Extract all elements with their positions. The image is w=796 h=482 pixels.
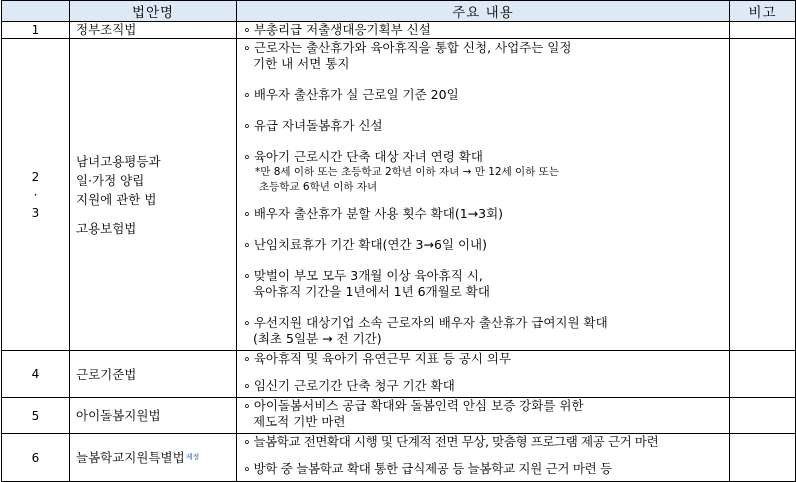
law-name-line: 일·가정 양립	[76, 172, 145, 188]
content-item	[243, 398, 725, 430]
law-name	[70, 39, 237, 351]
content-line: 제도적 기반 마련	[253, 414, 346, 429]
row-number-part: 3	[31, 205, 40, 220]
law-name-line: 지원에 관한 법	[76, 191, 157, 207]
content-item	[243, 206, 725, 222]
remarks-cell	[730, 351, 796, 398]
content-item	[243, 461, 725, 477]
content-cell	[237, 351, 730, 398]
content-line: ∘ 육아휴직 및 육아기 유연근무 지표 등 공시 의무	[243, 351, 725, 367]
row-number	[2, 39, 70, 351]
content-line: ∘ 근로자는 출산휴가와 육아휴직을 통합 신청, 사업주는 일정	[243, 40, 725, 56]
content-item	[243, 237, 725, 253]
content-line: ∘ 늘봄학교 전면확대 시행 및 단계적 전면 무상, 맞춤형 프로그램 제공 근거 마련	[243, 434, 725, 450]
content-item	[243, 268, 725, 300]
table-row	[2, 351, 796, 398]
remarks-cell	[730, 434, 796, 482]
row-number-part: 2	[31, 169, 40, 184]
enactment-mark: 제정	[185, 453, 200, 461]
content-cell	[237, 39, 730, 351]
remarks-cell	[730, 22, 796, 39]
content-item	[243, 378, 725, 394]
remarks-cell	[730, 398, 796, 434]
content-item	[243, 118, 725, 134]
law-name	[70, 434, 237, 482]
law-name	[70, 398, 237, 434]
content-item	[243, 40, 725, 72]
law-name-line: 남녀고용평등과	[76, 153, 161, 169]
content-line: ∘ 맞벌이 부모 모두 3개월 이상 육아휴직 시,	[243, 268, 725, 284]
row-number: 1	[2, 22, 70, 39]
content-line: ∘ 부총리급 저출생대응기획부 신설	[243, 22, 725, 38]
content-cell	[237, 22, 730, 39]
content-line: ∘ 육아기 근로시간 단축 대상 자녀 연령 확대	[243, 149, 725, 165]
content-line: ∘ 방학 중 늘봄학교 확대 통한 급식제공 등 늘봄학교 지원 근거 마련 등	[243, 461, 725, 477]
content-line: ∘ 임신기 근로기간 단축 청구 기간 확대	[243, 378, 725, 394]
law-name-line: 근로기준법	[76, 366, 137, 382]
content-line: ∘ 배우자 출산휴가 실 근로일 기준 20일	[243, 87, 725, 103]
row-number: 4	[2, 351, 70, 398]
content-item	[243, 149, 725, 195]
content-note: *만 8세 이하 또는 초등학교 2학년 이하 자녀 → 만 12세 이하 또는	[255, 166, 559, 178]
content-cell	[237, 398, 730, 434]
content-line: ∘ 배우자 출산휴가 분할 사용 횟수 확대(1→3회)	[243, 206, 725, 222]
content-line: ∘ 유급 자녀돌봄휴가 신설	[243, 118, 725, 134]
row-number-part: ·	[33, 187, 38, 202]
law-name-spacer	[76, 209, 236, 219]
header-law-name: 법안명	[70, 1, 237, 22]
content-item	[243, 315, 725, 347]
content-note: 초등학교 6학년 이하 자녀	[259, 181, 378, 193]
header-main-content: 주요 내용	[237, 1, 730, 22]
content-item	[243, 351, 725, 367]
content-line: ∘ 우선지원 대상기업 소속 근로자의 배우자 출산휴가 급여지원 확대	[243, 315, 725, 331]
table-row	[2, 22, 796, 39]
content-line: (최초 5일분 → 전 기간)	[253, 331, 382, 346]
content-line: ∘ 아이돌봄서비스 공급 확대와 돌봄인력 안심 보증 강화를 위한	[243, 398, 725, 414]
law-name-line: 정부조직법	[76, 22, 137, 37]
law-name	[70, 351, 237, 398]
table-row	[2, 398, 796, 434]
content-item	[243, 22, 725, 38]
law-name-line: 늘봄학교지원특별법	[76, 450, 185, 465]
content-line: ∘ 난임치료휴가 기간 확대(연간 3→6일 이내)	[243, 237, 725, 253]
header-num	[2, 1, 70, 22]
content-cell	[237, 434, 730, 482]
law-name	[70, 22, 237, 39]
header-row	[2, 1, 796, 22]
row-number: 6	[2, 434, 70, 482]
law-name-line: 아이돌봄지원법	[76, 408, 161, 423]
content-item	[243, 87, 725, 103]
law-table	[1, 0, 796, 482]
table-row	[2, 434, 796, 482]
law-name-line: 고용보험법	[76, 220, 137, 236]
content-line: 육아휴직 기간을 1년에서 1년 6개월로 확대	[253, 284, 490, 299]
header-remarks: 비고	[730, 1, 796, 22]
row-number: 5	[2, 398, 70, 434]
content-line: 기한 내 서면 통지	[253, 56, 350, 71]
remarks-cell	[730, 39, 796, 351]
table-row	[2, 39, 796, 351]
content-item	[243, 434, 725, 450]
